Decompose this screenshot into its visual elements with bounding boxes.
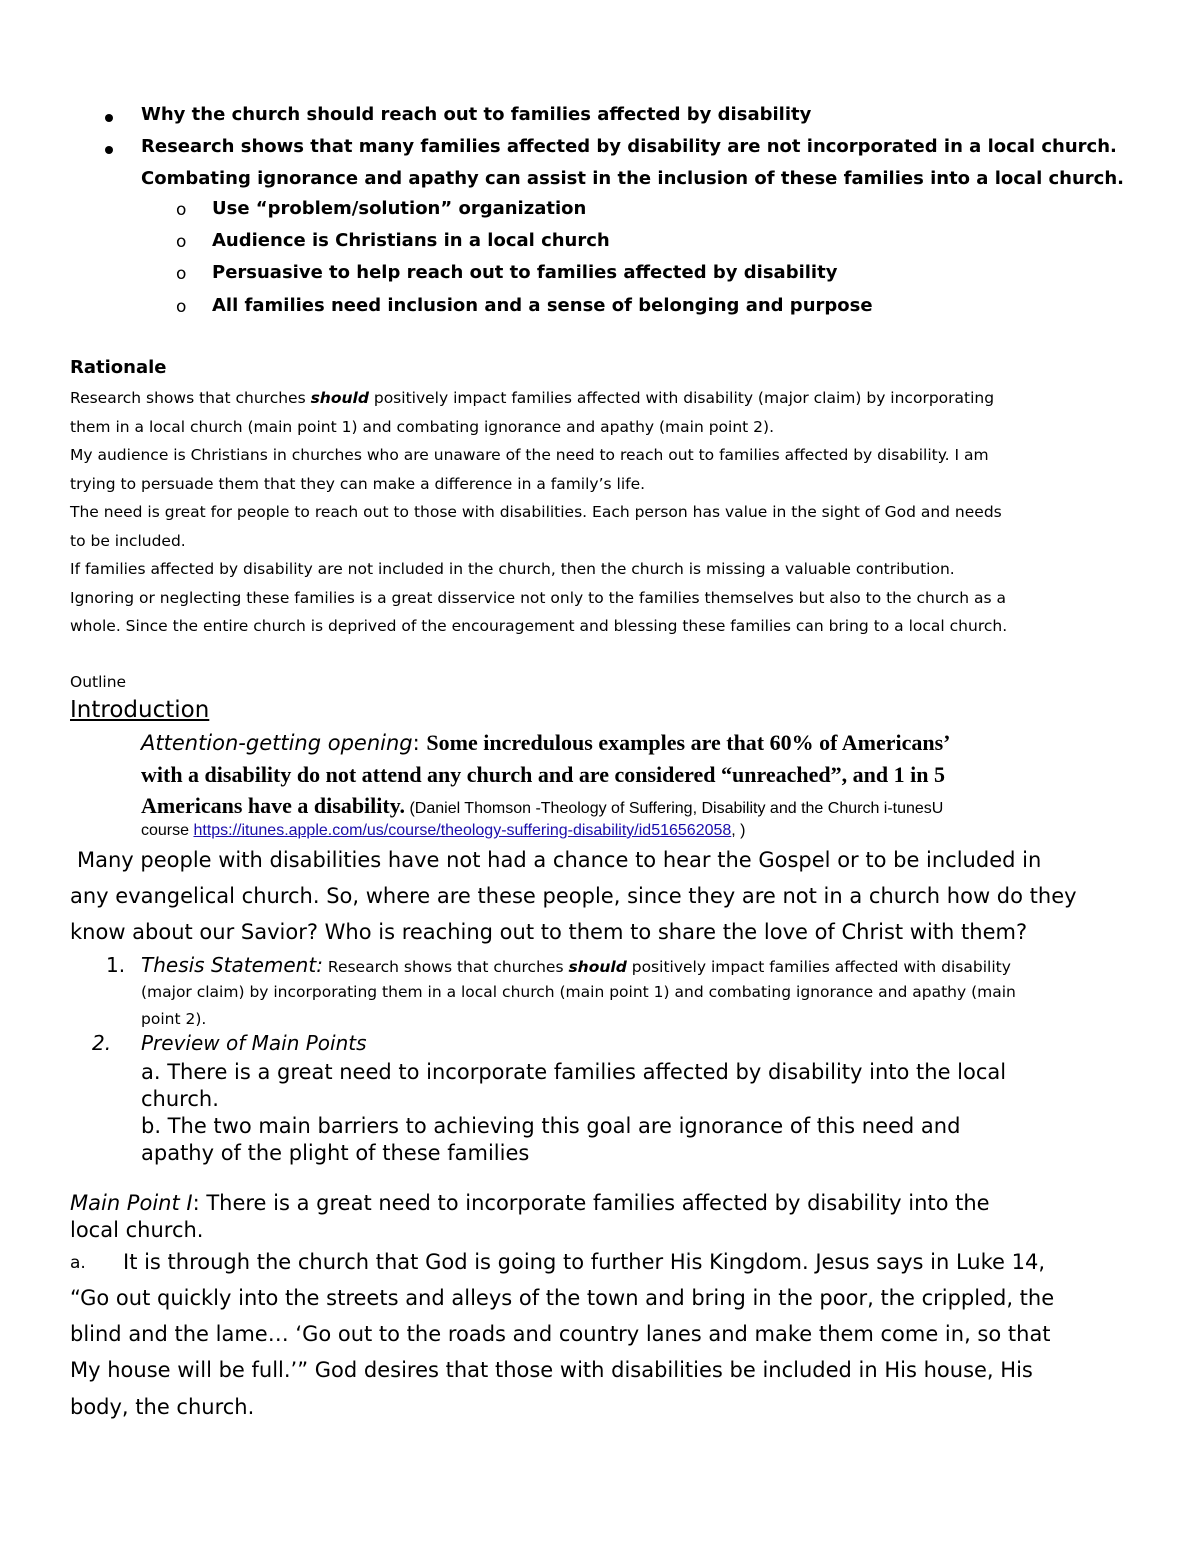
intro-paragraph-line-3: know about our Savior? Who is reaching out to them to share the love of Christ with them?: [70, 920, 1028, 944]
sub-bullet-marker: o: [176, 200, 187, 220]
itunes-course-link[interactable]: https://itunes.apple.com/us/course/theology-suffering-disability/id516562058: [193, 822, 732, 839]
preview-label: Preview of Main Points: [141, 1031, 367, 1055]
attention-line-3: [141, 793, 943, 819]
main-point-1-line-2: local church.: [70, 1218, 204, 1242]
rationale-p4-line-2: Ignoring or neglecting these families is a great disservice not only to the families themselves but also to the church as a: [70, 589, 1006, 607]
rationale-p1-line-2: them in a local church (main point 1) and combating ignorance and apathy (main point 2).: [70, 418, 775, 436]
rationale-p4-line-1: If families affected by disability are not included in the church, then the church is missing a valuable contribution.: [70, 560, 955, 578]
introduction-heading: Introduction: [70, 697, 210, 723]
bullet-2-line-1: Research shows that many families affected by disability are not incorporated in a local church.: [141, 136, 1117, 157]
attention-line-2: with a disability do not attend any church and are considered “unreached”, and 1 in 5: [141, 762, 945, 787]
main-point-1-a-marker: a.: [70, 1253, 86, 1273]
preview-b-line-1: b. The two main barriers to achieving this goal are ignorance of this need and: [141, 1114, 961, 1138]
thesis-line-1: [141, 953, 1011, 977]
bullet-dot: [105, 146, 113, 154]
sub-bullet-3: Persuasive to help reach out to families affected by disability: [212, 262, 838, 283]
attention-colon: :: [412, 731, 427, 755]
sub-bullet-4: All families need inclusion and a sense of belonging and purpose: [212, 295, 873, 316]
preview-a-line-2: church.: [141, 1087, 219, 1111]
rationale-text: positively impact families affected with disability (major claim) by incorporating: [368, 389, 995, 407]
thesis-emphasis: should: [568, 958, 627, 976]
rationale-text: Research shows that churches: [70, 389, 311, 407]
sub-bullet-marker: o: [176, 264, 187, 284]
sub-bullet-marker: o: [176, 232, 187, 252]
thesis-text: positively impact families affected with disability: [626, 958, 1011, 976]
citation-text: course: [141, 822, 194, 839]
main-point-1-a-line-2: “Go out quickly into the streets and alleys of the town and bring in the poor, the crippled, the: [70, 1286, 1055, 1310]
citation-text: (Daniel Thomson -Theology of Suffering, Disability and the Church i-tunesU: [405, 800, 944, 817]
main-point-1-a-line-5: body, the church.: [70, 1395, 255, 1419]
outline-label: Outline: [70, 673, 127, 691]
rationale-p3-line-1: The need is great for people to reach out to those with disabilities. Each person has value in the sight of God and needs: [70, 503, 1002, 521]
bullet-1: Why the church should reach out to families affected by disability: [141, 104, 812, 125]
thesis-text: Research shows that churches: [322, 958, 569, 976]
rationale-p3-line-2: to be included.: [70, 532, 186, 550]
main-point-1-text: : There is a great need to incorporate families affected by disability into the: [192, 1191, 990, 1215]
attention-label: Attention-getting opening: [141, 731, 413, 755]
rationale-p2-line-1: My audience is Christians in churches who are unaware of the need to reach out to families affected by disability. I am: [70, 446, 989, 464]
sub-bullet-1: Use “problem/solution” organization: [212, 198, 587, 219]
sub-bullet-marker: o: [176, 297, 187, 317]
rationale-p4-line-3: whole. Since the entire church is deprived of the encouragement and blessing these families can bring to a local church.: [70, 617, 1008, 635]
thesis-label: Thesis Statement:: [141, 953, 323, 977]
main-point-1-label: Main Point I: [70, 1191, 193, 1215]
intro-paragraph-line-1: Many people with disabilities have not had a chance to hear the Gospel or to be included in: [77, 848, 1042, 872]
thesis-line-2: (major claim) by incorporating them in a local church (main point 1) and combating ignorance and apathy (main: [141, 983, 1016, 1001]
intro-paragraph-line-2: any evangelical church. So, where are these people, since they are not in a church how do they: [70, 884, 1077, 908]
citation-line-2: [141, 822, 746, 840]
preview-number: 2.: [92, 1031, 112, 1055]
attention-text: Some incredulous examples are that 60% of Americans’: [426, 730, 951, 755]
rationale-heading: Rationale: [70, 357, 167, 378]
citation-text: , ): [731, 822, 746, 839]
rationale-p2-line-2: trying to persuade them that they can make a difference in a family’s life.: [70, 475, 646, 493]
main-point-1-a-line-1: It is through the church that God is going to further His Kingdom. Jesus says in Luke 14,: [123, 1250, 1046, 1274]
bullet-dot: [105, 114, 113, 122]
rationale-emphasis: should: [310, 389, 369, 407]
main-point-1-line-1: [70, 1191, 990, 1215]
thesis-line-3: point 2).: [141, 1010, 207, 1028]
main-point-1-a-line-4: My house will be full.’” God desires that those with disabilities be included in His house, His: [70, 1358, 1033, 1382]
preview-a-line-1: a. There is a great need to incorporate families affected by disability into the local: [141, 1060, 1007, 1084]
attention-line-1: [141, 730, 950, 756]
preview-b-line-2: apathy of the plight of these families: [141, 1141, 530, 1165]
sub-bullet-2: Audience is Christians in a local church: [212, 230, 610, 251]
attention-text: Americans have a disability.: [141, 793, 406, 818]
bullet-2-line-2: Combating ignorance and apathy can assist in the inclusion of these families into a local church.: [141, 168, 1125, 189]
main-point-1-a-line-3: blind and the lame… ‘Go out to the roads and country lanes and make them come in, so that: [70, 1322, 1051, 1346]
thesis-number: 1.: [106, 953, 126, 977]
rationale-p1-line-1: [70, 389, 994, 407]
